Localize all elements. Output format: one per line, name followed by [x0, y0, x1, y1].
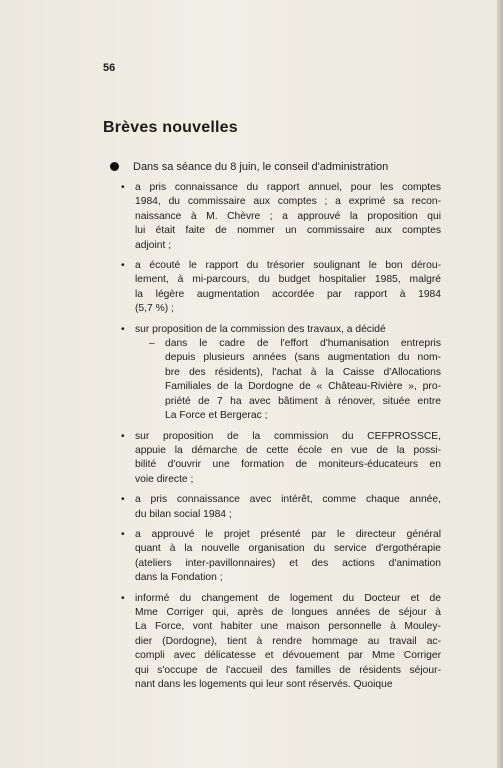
bullet-icon: • [121, 592, 125, 604]
item-line: La Force, vont habiter une maison personnelle à Mouley- [135, 621, 441, 633]
bullet-dot-icon [110, 162, 119, 171]
item-line: bilité d'ouvrir une formation de moniteurs-éducateurs en [135, 459, 441, 471]
item-line: a écouté le rapport du trésorier soulignant le bon dérou- [135, 260, 441, 272]
item-line: lement, à mi-parcours, du budget hospitalier 1985, malgré [135, 274, 441, 286]
show-through-text [254, 88, 454, 102]
item-line: informé du changement de logement du Docteur et de [135, 592, 441, 604]
list-item [121, 493, 441, 522]
item-line: appuie la démarche de cette école en vue de la possi- [135, 444, 441, 456]
item-line: 1984, du commissaire aux comptes ; a exprimé sa recon- [135, 196, 441, 208]
list-item [121, 592, 441, 693]
bullet-icon: • [121, 323, 125, 335]
sub-item-line: bre des résidents), l'achat à la Caisse d'Allocations [165, 366, 441, 378]
page-edge [497, 0, 503, 768]
list-item [121, 323, 441, 424]
item-line: nant dans les logements qui leur sont réservés. Quoique [135, 679, 393, 690]
item-line: (5,7 %) ; [135, 303, 174, 315]
sub-item-line: priété de 7 ha avec bâtiment à rénover, située entre [165, 395, 441, 407]
intro-paragraph [110, 160, 388, 174]
sub-item-line: Familiales de la Dordogne de « Château-Rivière », pro- [165, 381, 441, 393]
item-line: adjoint ; [135, 239, 172, 251]
item-line: lui était faite de nommer un commissaire aux comptes [135, 225, 441, 237]
item-line: dier (Dordogne), tient à rendre hommage au travail ac- [135, 635, 441, 647]
page-title: Brèves nouvelles [103, 119, 238, 136]
bullet-icon: • [121, 182, 125, 193]
item-line: sur proposition de la commission des travaux, a décidé [135, 323, 386, 335]
item-line: a pris connaissance avec intérêt, comme chaque année, [135, 494, 441, 506]
item-line: sur proposition de la commission du CEFPROSSCE, [135, 430, 441, 442]
bullet-icon: • [121, 260, 125, 272]
bullet-icon: • [121, 430, 125, 442]
list-item [121, 259, 441, 317]
item-line: compli avec délicatesse et dévouement par Mme Corriger [135, 650, 441, 662]
sub-item-line: depuis plusieurs années (sans augmentation du nom- [165, 352, 441, 364]
item-line: dans la Fondation ; [135, 572, 223, 584]
news-list [121, 181, 441, 698]
list-item [121, 181, 441, 253]
item-line: (ateliers inter-pavillonnaires) et des actions d'animation [135, 557, 441, 569]
item-line: a pris connaissance du rapport annuel, pour les comptes [135, 182, 441, 193]
item-line: voie directe ; [135, 473, 194, 485]
item-line: a approuvé le projet présenté par le directeur général [135, 528, 441, 540]
sub-item-line: La Force et Bergerac ; [165, 410, 268, 422]
sub-item [135, 337, 441, 423]
dash-icon: – [149, 338, 155, 350]
bullet-icon: • [121, 528, 125, 540]
page-number: 56 [103, 62, 116, 74]
item-line: du bilan social 1984 ; [135, 508, 232, 520]
intro-text: Dans sa séance du 8 juin, le conseil d'administration [133, 161, 389, 173]
bullet-icon: • [121, 494, 125, 506]
list-item [121, 430, 441, 488]
item-line: qui s'occupe de l'accueil des familles de résidents séjour- [135, 664, 441, 676]
item-line: naissance à M. Chèvre ; a approuvé la proposition qui [135, 210, 441, 222]
item-line: quant à la nouvelle organisation du service d'ergothérapie [135, 543, 441, 555]
sub-item-line: dans le cadre de l'effort d'humanisation entrepris [165, 338, 441, 350]
list-item [121, 528, 441, 586]
item-line: Mme Corriger qui, après de longues années de séjour à [135, 606, 441, 618]
item-line: la légère augmentation accordée par rapport à 1984 [135, 288, 441, 300]
